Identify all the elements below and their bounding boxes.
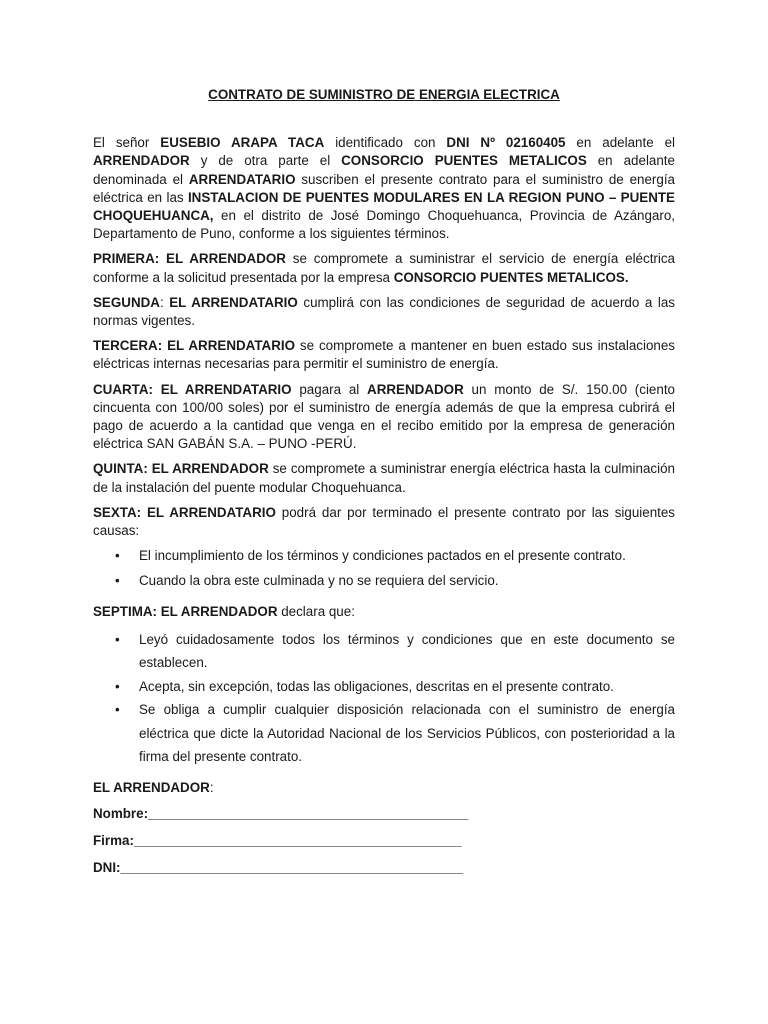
clause-primera-company: CONSORCIO PUENTES METALICOS.: [393, 269, 629, 285]
clause-cuarta-text-2: un monto de S/. 150.00 (ciento cincuenta con 100/00 soles) por el suministro de energía además de que la empresa cubrirá el pago de acuerdo a la cantidad que venga en el recibo emitido por la empresa de generación eléctrica SAN GABÁN S.A. – PUNO -PERÚ.: [93, 381, 675, 452]
clause-cuarta-party: ARRENDADOR: [367, 381, 464, 397]
intro-text-2: identificado con: [324, 135, 447, 151]
signature-name-field[interactable]: [93, 805, 675, 823]
list-item: [93, 698, 675, 769]
intro-paragraph: [93, 134, 675, 243]
signature-sign-label: Firma:: [93, 833, 134, 849]
clause-tercera-heading: TERCERA: EL ARRENDATARIO: [93, 338, 296, 354]
list-item-text: Acepta, sin excepción, todas las obligaciones, descritas en el presente contrato.: [139, 678, 614, 694]
sexta-causes-list: [93, 547, 675, 590]
clause-segunda-colon: :: [159, 294, 170, 310]
intro-text-5: en adelante denominada el: [93, 153, 675, 187]
intro-text-1: El señor: [93, 135, 161, 151]
list-item-text: El incumplimiento de los términos y condiciones pactados en el presente contrato.: [139, 548, 626, 564]
list-item-text: Se obliga a cumplir cualquier disposición relacionada con el suministro de energía eléctrica que dicte la Autoridad Nacional de los Servicios Públicos, con posterioridad a la firma del presente contrato.: [139, 702, 675, 765]
clause-segunda-party: EL ARRENDATARIO: [169, 294, 298, 310]
septima-declarations-list: [93, 628, 675, 769]
signature-dni-blank[interactable]: ______________________________________________: [120, 860, 464, 876]
consorcio-name: CONSORCIO PUENTES METALICOS: [341, 153, 587, 169]
list-item: [93, 628, 675, 675]
bullet-icon: •: [115, 702, 120, 718]
intro-text-7: en el distrito de José Domingo Choquehuanca, Provincia de Azángaro, Departamento de Puno, conforme a los siguientes términos.: [93, 208, 675, 242]
clause-segunda: [93, 294, 675, 330]
signature-dni-field[interactable]: [93, 859, 675, 877]
clause-septima-heading: SEPTIMA: EL ARRENDADOR: [93, 603, 278, 619]
contract-document: [93, 86, 675, 887]
bullet-icon: •: [115, 631, 120, 647]
bullet-icon: •: [115, 573, 120, 589]
clause-segunda-heading: SEGUNDA: [93, 294, 160, 310]
clause-primera-text: se compromete a suministrar el servicio de energía eléctrica conforme a la solicitud presentada por la empresa: [93, 251, 675, 285]
list-item: [93, 675, 675, 699]
dni-number: DNI Nº 02160405: [446, 135, 566, 151]
clause-cuarta-heading: CUARTA: EL ARRENDATARIO: [93, 381, 292, 397]
intro-arrendador: ARRENDADOR: [93, 153, 190, 169]
signature-dni-label: DNI:: [93, 860, 121, 876]
clause-segunda-text: cumplirá con las condiciones de seguridad de acuerdo a las normas vigentes.: [93, 294, 675, 329]
document-title: CONTRATO DE SUMINISTRO DE ENERGIA ELECTRICA: [208, 87, 560, 102]
clause-tercera: [93, 337, 675, 373]
list-item: [93, 572, 675, 590]
clause-primera-heading: PRIMERA: EL ARRENDADOR: [93, 251, 286, 267]
list-item-text: Cuando la obra este culminada y no se requiera del servicio.: [139, 573, 499, 589]
signature-heading-party: EL ARRENDADOR: [93, 779, 210, 795]
clause-primera: [93, 250, 675, 286]
intro-text-4: y de otra parte el: [189, 153, 342, 169]
bullet-icon: •: [115, 678, 120, 694]
signature-sign-field[interactable]: [93, 832, 675, 850]
clause-sexta: [93, 504, 675, 540]
clause-quinta-heading: QUINTA: EL ARRENDADOR: [93, 461, 269, 477]
list-item-text: Leyó cuidadosamente todos los términos y condiciones que en este documento se establecen.: [139, 631, 675, 671]
clause-septima: [93, 603, 675, 621]
clause-cuarta-text-1: pagara al: [291, 381, 368, 397]
arrendador-name: EUSEBIO ARAPA TACA: [160, 135, 325, 151]
clause-quinta: [93, 460, 675, 496]
signature-name-label: Nombre:: [93, 806, 149, 822]
intro-arrendatario: ARRENDATARIO: [188, 171, 296, 187]
signature-heading-colon: :: [209, 779, 214, 795]
signature-sign-blank[interactable]: ____________________________________________: [133, 833, 462, 849]
intro-text-3: en adelante el: [565, 135, 675, 151]
clause-septima-text: declara que:: [277, 603, 355, 619]
clause-sexta-text: podrá dar por terminado el presente contrato por las siguientes causas:: [93, 504, 675, 539]
clause-tercera-text: se compromete a mantener en buen estado sus instalaciones eléctricas internas necesarias para permitir el suministro de energía.: [93, 338, 675, 372]
project-name: INSTALACION DE PUENTES MODULARES EN LA REGION PUNO – PUENTE CHOQUEHUANCA,: [93, 189, 675, 224]
signature-heading: [93, 779, 675, 797]
intro-text-6: suscriben el presente contrato para el suministro de energía eléctrica en las: [93, 171, 675, 205]
bullet-icon: •: [115, 548, 120, 564]
signature-name-blank[interactable]: ___________________________________________: [148, 806, 469, 822]
list-item: [93, 547, 675, 565]
clause-sexta-heading: SEXTA: EL ARRENDATARIO: [93, 504, 276, 520]
clause-quinta-text: se compromete a suministrar energía eléctrica hasta la culminación de la instalación del puente modular Choquehuanca.: [93, 461, 675, 495]
clause-cuarta: [93, 381, 675, 454]
